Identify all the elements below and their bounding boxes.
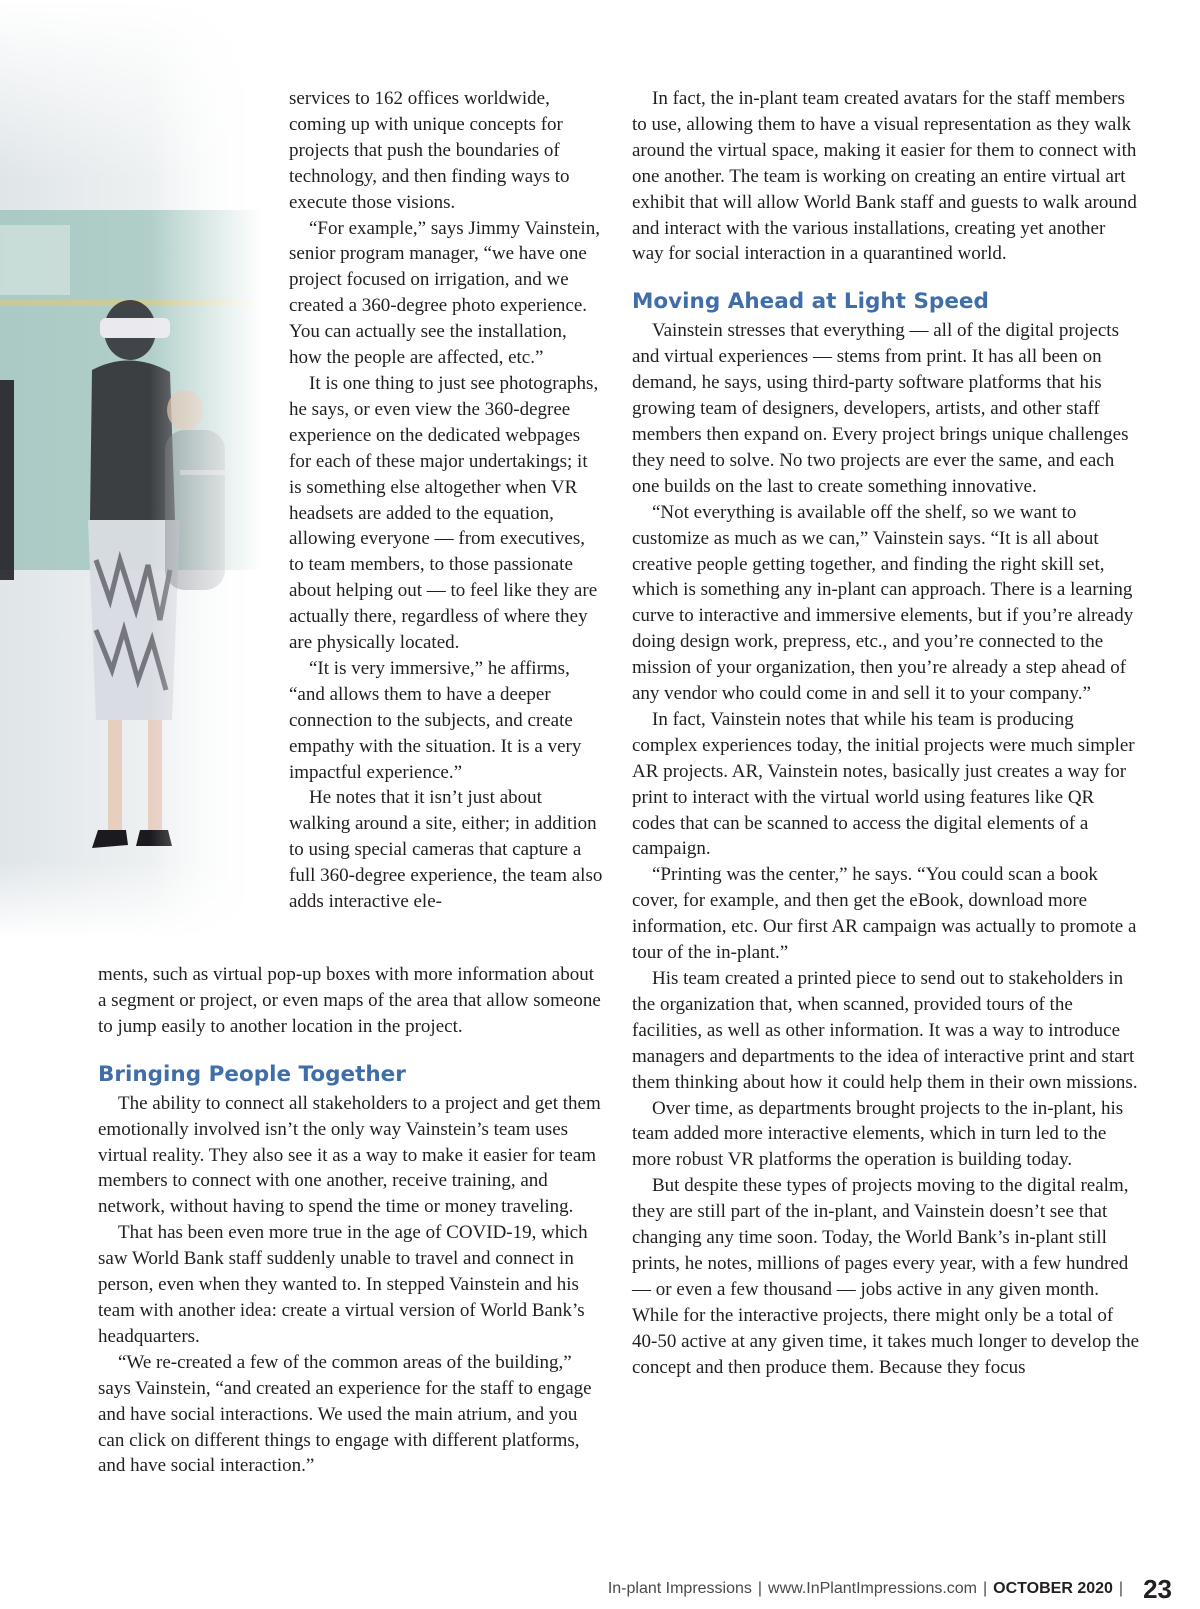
publication-website: www.InPlantImpressions.com — [768, 1580, 978, 1597]
paragraph: “Not everything is available off the shelf, so we want to customize as much as we can,” Vainstein says. “It is all about creative people getting together, and finding the right skill set, which is something any in-plant can approach. There is a learning curve to interactive and immersive elements, but if you’re already doing design work, prepress, etc., and you’re connected to the mission of your organization, then you’re already a step ahead of any vendor who could come in and sell it to your company.” — [632, 501, 1134, 705]
paragraph: Vainstein stresses that everything — all of the digital projects and virtual experiences — stems from print. It has all been on demand, he says, using third-party software platforms that his growing team of designers, developers, artists, and other staff members then expand on. Every project brings unique challenges they need to solve. No two projects are ever the same, and each one builds on the last to create something innovative. — [632, 320, 1129, 497]
paragraph: The ability to connect all stakeholders to a project and get them emotionally involved isn’t the only way Vainstein’s team uses virtual reality. They also see it as a way to make it easier for team members to connect with one another, receive training, and network, without having to spend the time or money traveling. — [98, 1092, 601, 1218]
paragraph: It is one thing to just see photographs, he says, or even view the 360-degree experience on the dedicated webpages for each of these major undertakings; it is something else altogether when VR headsets are added to the equation, allowing everyone — from executives, to team members, to those passionate about helping out — to feel like they are actually there, regardless of where they are physically located. — [289, 372, 599, 654]
footer-separator: | — [983, 1580, 988, 1597]
paragraph-continued: ments, such as virtual pop-up boxes with more information about a segment or project, or even maps of the area that allow someone to jump easily to another location in the project. — [98, 964, 601, 1037]
paragraph: “It is very immersive,” he affirms, “and allows them to have a deeper connection to the subjects, and create empathy with the situation. It is a very impactful experience.” — [289, 657, 582, 783]
section-heading-bringing-people-together: Bringing People Together — [98, 1061, 406, 1087]
paragraph: In fact, Vainstein notes that while his team is producing complex experiences today, the initial projects were much simpler AR projects. AR, Vainstein notes, basically just creates a way for print to interact with the virtual world using features like QR codes that can be scanned to access the digital elements of a campaign. — [632, 708, 1135, 860]
paragraph: His team created a printed piece to send out to stakeholders in the organization that, when scanned, provided tours of the facilities, as well as other information. It was a way to introduce managers and departments to the idea of interactive print and start them thinking about how it could help them in their own missions. — [632, 968, 1138, 1093]
column-left-upper — [289, 86, 604, 915]
section-heading-moving-ahead: Moving Ahead at Light Speed — [632, 289, 989, 315]
paragraph: Over time, as departments brought projects to the in-plant, his team added more interactive elements, which in turn led to the more robust VR platforms the operation is building today. — [632, 1097, 1124, 1171]
paragraph: That has been even more true in the age of COVID-19, which saw World Bank staff suddenly unable to travel and connect in person, even when they wanted to. In stepped Vainstein and his team with another idea: create a virtual version of World Bank’s headquarters. — [98, 1222, 588, 1347]
footer-separator: | — [1118, 1580, 1124, 1597]
page-number: 23 — [1143, 1573, 1172, 1604]
issue-date: OCTOBER 2020 — [993, 1580, 1113, 1597]
column-right — [632, 86, 1140, 1381]
publication-name: In-plant Impressions — [607, 1580, 752, 1597]
paragraph: “Printing was the center,” he says. “You could scan a book cover, for example, and then get the eBook, download more information, etc. Our first AR campaign was actually to promote a tour of the in-plant.” — [632, 864, 1137, 964]
column-left-lower — [98, 962, 604, 1479]
paragraph: “For example,” says Jimmy Vainstein, senior program manager, “we have one project focused on irrigation, and we created a 360-degree photo experience. You can actually see the installation, how the people are affected, etc.” — [289, 217, 600, 369]
paragraph: But despite these types of projects moving to the digital realm, they are still part of the in-plant, and Vainstein doesn’t see that changing any time soon. Today, the World Bank’s in-plant still prints, he notes, millions of pages every year, with a few hundred — or even a few thousand — jobs active in any given month. While for the interactive projects, there might only be a total of 40-50 active at any given time, it takes much longer to develop the concept and then produce them. Because they focus — [632, 1175, 1140, 1378]
paragraph: He notes that it isn’t just about walking around a site, either; in addition to using special cameras that capture a full 360-degree experience, the team also adds interactive ele- — [289, 787, 603, 913]
footer-separator: | — [757, 1580, 763, 1597]
page-footer — [608, 1574, 1172, 1604]
paragraph: In fact, the in-plant team created avatars for the staff members to use, allowing them to have a visual representation as they walk around the virtual space, making it easier for them to connect with one another. The team is working on creating an entire virtual art exhibit that will allow World Bank staff and guests to walk around and interact with the various installations, creating yet another way for social interaction in a quarantined world. — [632, 88, 1137, 265]
article-photo — [0, 0, 262, 938]
paragraph: services to 162 offices worldwide, coming up with unique concepts for projects that push the boundaries of technology, and then finding ways to execute those visions. — [289, 88, 570, 213]
paragraph: “We re-created a few of the common areas of the building,” says Vainstein, “and created an experience for the staff to engage and have social interactions. We used the main atrium, and you can click on different things to engage with different platforms, and have social interaction.” — [98, 1351, 592, 1477]
